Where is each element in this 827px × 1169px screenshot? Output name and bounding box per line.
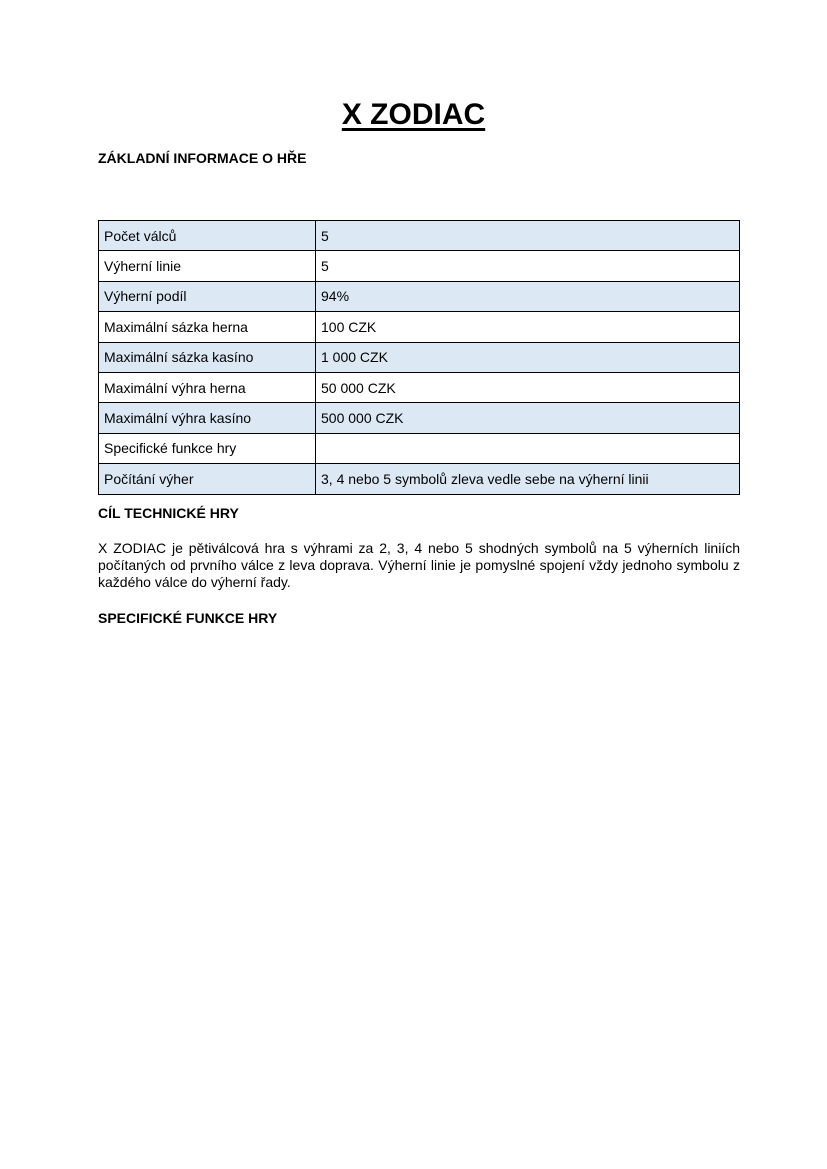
row-label: Výherní podíl	[99, 281, 316, 311]
row-value: 3, 4 nebo 5 symbolů zleva vedle sebe na výherní linii	[316, 464, 740, 494]
table-row	[99, 342, 740, 372]
section-heading-basic-info: ZÁKLADNÍ INFORMACE O HŘE	[98, 150, 307, 166]
table-row	[99, 403, 740, 433]
table-row	[99, 464, 740, 494]
game-info-table	[98, 220, 740, 495]
table-row	[99, 281, 740, 311]
row-label: Maximální sázka kasíno	[99, 342, 316, 372]
document-title: X ZODIAC	[341, 98, 486, 131]
row-label: Maximální výhra kasíno	[99, 403, 316, 433]
table-row	[99, 433, 740, 463]
row-label: Maximální výhra herna	[99, 372, 316, 402]
row-value: 94%	[316, 281, 740, 311]
row-value: 5	[316, 251, 740, 281]
table-row	[99, 372, 740, 402]
table-row	[99, 251, 740, 281]
row-label: Specifické funkce hry	[99, 433, 316, 463]
section-heading-goal: CÍL TECHNICKÉ HRY	[98, 505, 239, 521]
goal-paragraph: X ZODIAC je pětiválcová hra s výhrami za 2, 3, 4 nebo 5 shodných symbolů na 5 výherních liniích počítaných od prvního válce z leva doprava. Výherní linie je pomyslné spojení vždy jednoho symbolu z každého válce do výherní řady.	[98, 540, 740, 590]
row-label: Počítání výher	[99, 464, 316, 494]
row-value	[316, 433, 740, 463]
row-value: 1 000 CZK	[316, 342, 740, 372]
row-label: Počet válců	[99, 221, 316, 251]
row-label: Výherní linie	[99, 251, 316, 281]
table-row	[99, 221, 740, 251]
row-value: 5	[316, 221, 740, 251]
row-value: 50 000 CZK	[316, 372, 740, 402]
row-label: Maximální sázka herna	[99, 312, 316, 342]
section-heading-special-features: SPECIFICKÉ FUNKCE HRY	[98, 610, 278, 626]
row-value: 100 CZK	[316, 312, 740, 342]
table-row	[99, 312, 740, 342]
row-value: 500 000 CZK	[316, 403, 740, 433]
